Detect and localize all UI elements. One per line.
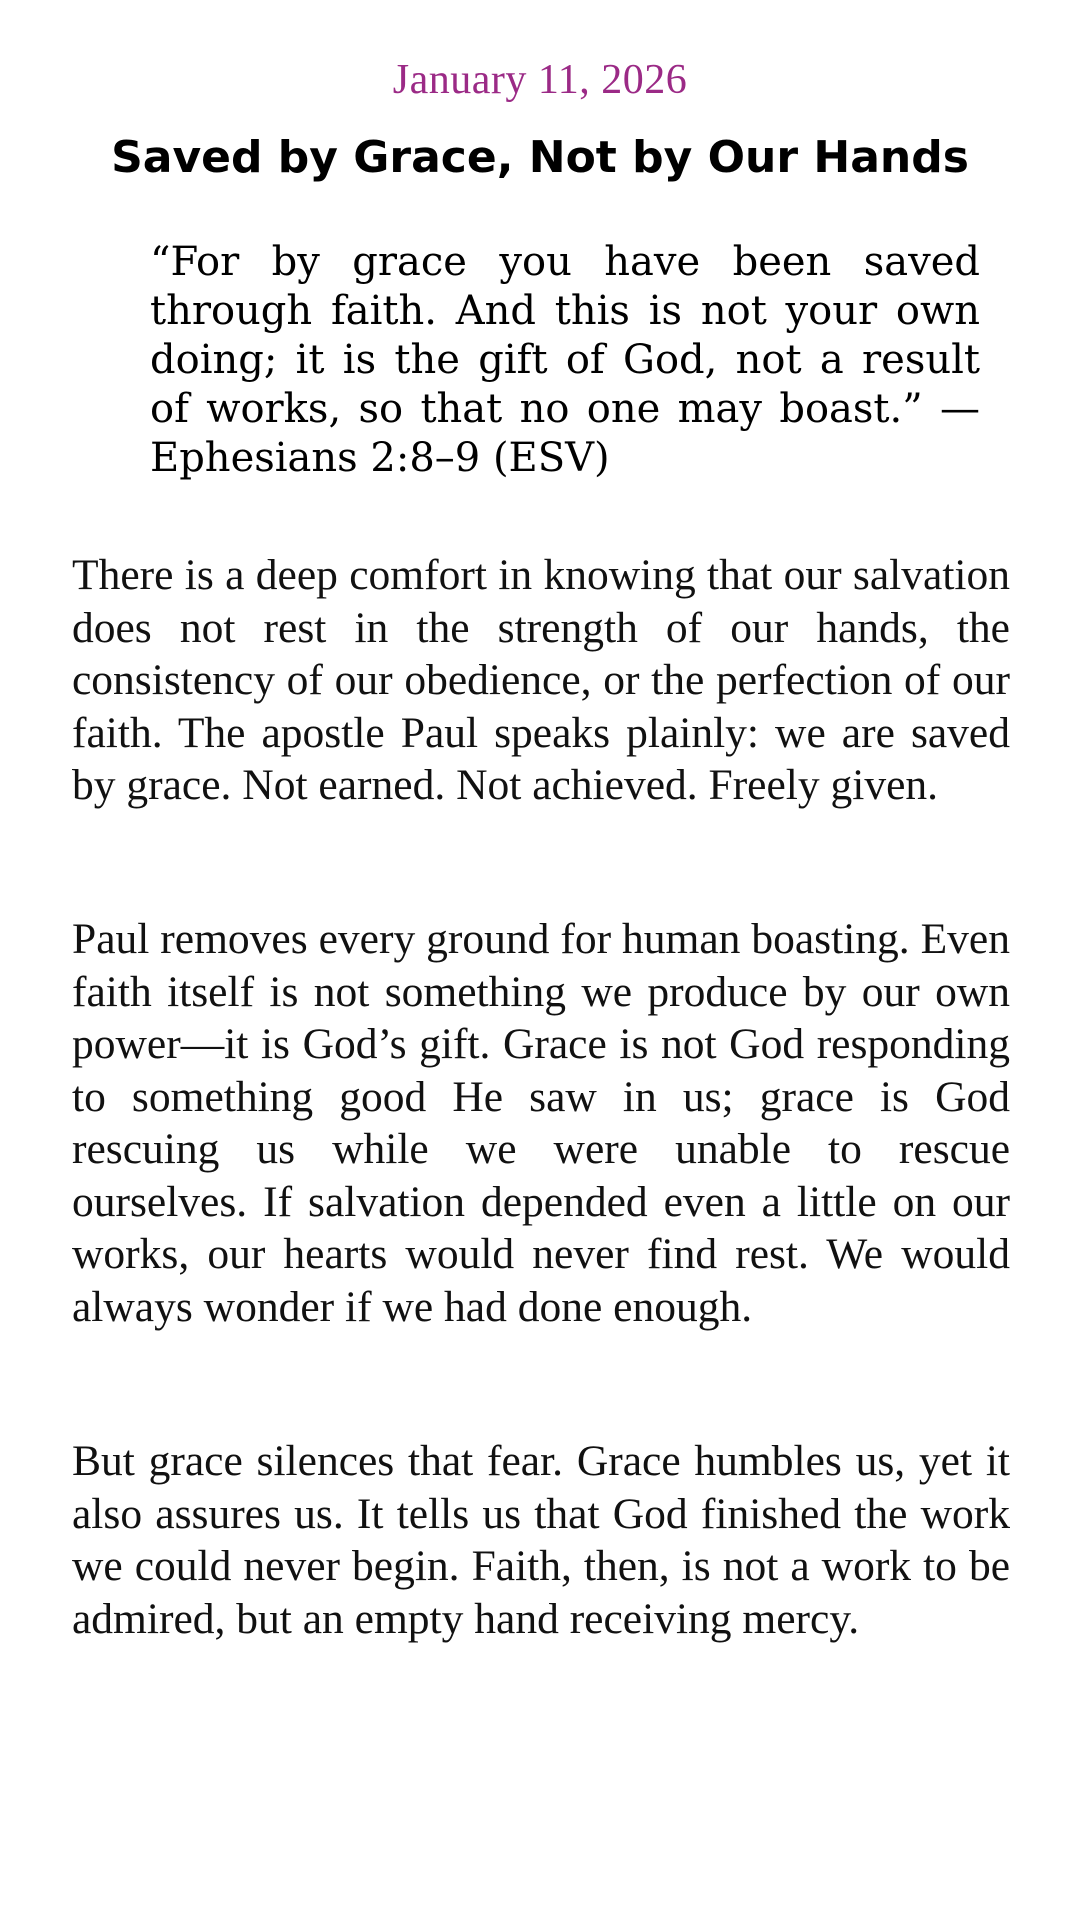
scripture-quote: “For by grace you have been saved through faith. And this is not your own doing; it is the gift of God, not a result of works, so that no one may boast.” — Ephesians 2:8–9 (ESV) [150,239,980,481]
body-paragraph: There is a deep comfort in knowing that our salvation does not rest in the strength of our hands, the consistency of our obedience, or the perfection of our faith. The apostle Paul speaks plainly: we are saved by grace. Not earned. Not achieved. Freely given. [72,551,1010,809]
body-paragraph: Paul removes every ground for human boasting. Even faith itself is not something we produce by our own power—it is God’s gift. Grace is not God responding to something good He saw in us; grace is God rescuing us while we were unable to rescue ourselves. If salvation depended even a little on our works, our hearts would never find rest. We would always wonder if we had done enough. [72,915,1010,1331]
body-paragraph: But grace silences that fear. Grace humbles us, yet it also assures us. It tells us that God finished the work we could never begin. Faith, then, is not a work to be admired, but an empty hand receiving mercy. [72,1437,1010,1643]
devotional-date: January 11, 2026 [392,57,688,103]
devotional-title: Saved by Grace, Not by Our Hands [111,132,969,183]
